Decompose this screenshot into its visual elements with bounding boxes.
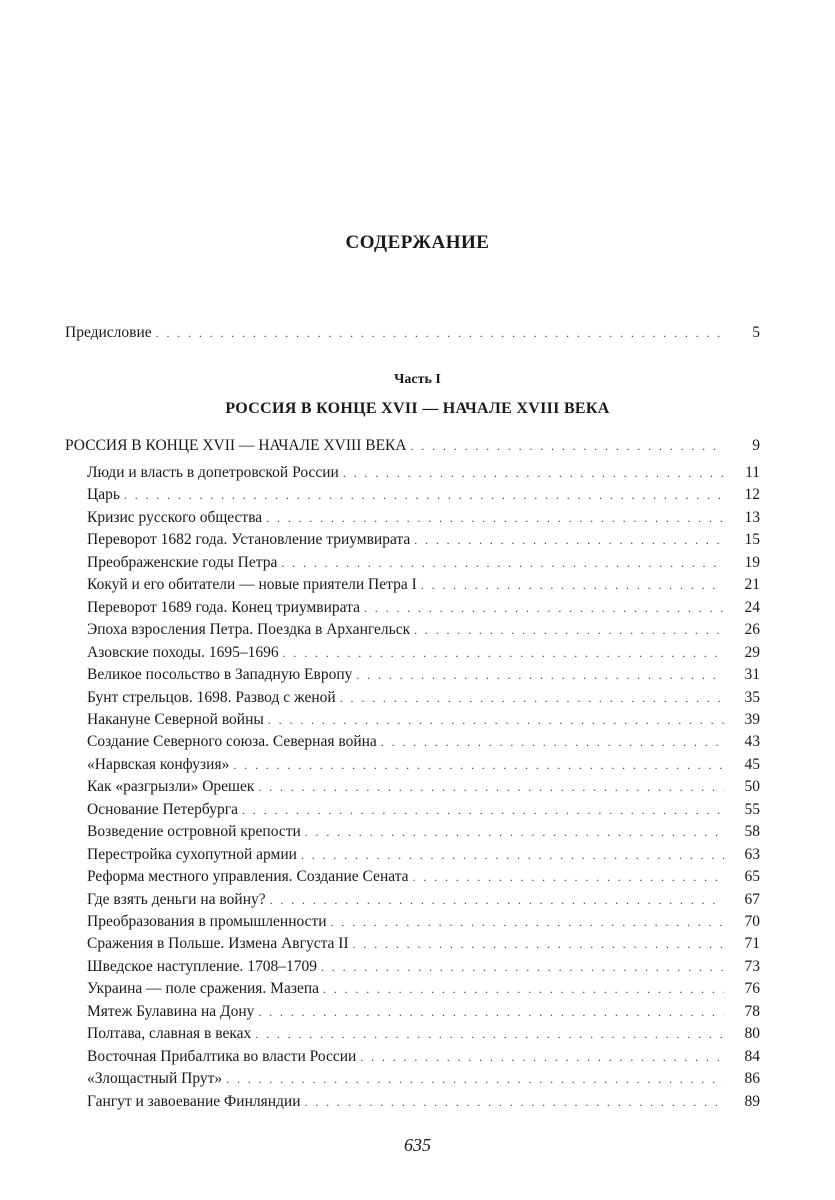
toc-entry (87, 575, 760, 595)
dot-leader (268, 710, 724, 730)
toc-entry (87, 867, 760, 887)
toc-entry-page: 13 (744, 508, 760, 526)
toc-entry-title: Преображенские годы Петра (87, 553, 278, 571)
toc-entry-page: 70 (744, 913, 760, 930)
dot-leader (414, 530, 724, 550)
dot-leader (301, 845, 724, 865)
dot-leader (305, 822, 724, 842)
toc-entry-title: Переворот 1682 года. Установление триумвирата (87, 531, 411, 549)
toc-entry-title: Восточная Прибалтика во власти России (87, 1047, 357, 1065)
toc-entry-chapter (65, 436, 760, 456)
toc-entry (87, 1002, 760, 1022)
toc-entry-title: Кокуй и его обитатели — новые приятели Петра I (87, 576, 417, 594)
toc-entry (87, 665, 760, 685)
toc-entry (87, 1069, 760, 1089)
dot-leader (266, 508, 724, 528)
toc-entry-page: 15 (744, 531, 760, 549)
toc-entry-title: Гангут и завоевание Финляндии (87, 1092, 301, 1110)
toc-entry (87, 845, 760, 865)
toc-entry (87, 1024, 760, 1044)
toc-entry-title: Перестройка сухопутной армии (87, 845, 297, 863)
toc-entry-page: 5 (752, 324, 760, 341)
toc-entry-page: 26 (744, 621, 760, 639)
dot-leader (413, 867, 724, 887)
toc-entry-page: 35 (744, 688, 760, 706)
dot-leader (255, 1024, 724, 1044)
toc-entry (87, 463, 760, 483)
toc-entry-title: Люди и власть в допетровской России (87, 464, 339, 481)
toc-entry (87, 530, 760, 550)
toc-entry-title: Как «разгрызли» Орешек (87, 778, 255, 796)
toc-entry (87, 934, 760, 954)
toc-entry (87, 710, 760, 730)
toc-entry (87, 800, 760, 820)
toc-entry-title: Создание Северного союза. Северная война (87, 733, 377, 751)
toc-entry-page: 86 (744, 1070, 760, 1088)
toc-entry (87, 643, 760, 663)
toc-entry-title: «Злощастный Прут» (87, 1070, 223, 1088)
toc-entry-page: 19 (744, 553, 760, 571)
toc-entry-preface (65, 323, 760, 343)
toc-entry-page: 45 (744, 755, 760, 773)
toc-entry-page: 11 (745, 464, 760, 481)
toc-entry-title: Эпоха взросления Петра. Поездка в Архангельск (87, 621, 411, 639)
toc-entry (87, 979, 760, 999)
toc-entry-page: 65 (744, 868, 760, 886)
dot-leader (414, 620, 724, 640)
toc-entry-page: 9 (752, 437, 760, 454)
toc-entry-page: 43 (744, 733, 760, 751)
toc-entry-title: Царь (87, 486, 120, 504)
toc-entry-page: 71 (744, 935, 760, 953)
toc-entry (87, 553, 760, 573)
dot-leader (364, 598, 724, 618)
dot-leader (281, 553, 724, 573)
toc-entry (87, 508, 760, 528)
toc-entry-title: Реформа местного управления. Создание Сената (87, 868, 409, 886)
toc-entry-page: 58 (744, 823, 760, 841)
toc-entry-title: Где взять деньги на войну? (87, 890, 266, 908)
toc-entry-title: Шведское наступление. 1708–1709 (87, 957, 317, 975)
dot-leader (353, 934, 724, 954)
toc-entry-page: 78 (744, 1002, 760, 1020)
dot-leader (242, 800, 724, 820)
toc-entry (87, 1092, 760, 1112)
dot-leader (258, 1002, 724, 1022)
toc-entry-page: 73 (744, 957, 760, 975)
toc-entry-title: Сражения в Польше. Измена Августа II (87, 935, 349, 953)
dot-leader (270, 890, 724, 910)
dot-leader (343, 463, 724, 483)
toc-entry-page: 76 (744, 980, 760, 998)
page-title: СОДЕРЖАНИЕ (345, 232, 490, 253)
toc-entry-title: Полтава, славная в веках (87, 1025, 252, 1043)
toc-entry-title: Бунт стрельцов. 1698. Развод с женой (87, 688, 336, 706)
toc-entry-title: Переворот 1689 года. Конец триумвирата (87, 598, 360, 616)
dot-leader (305, 1092, 724, 1112)
toc-entry-title: «Нарвская конфузия» (87, 755, 230, 773)
toc-entry-page: 21 (744, 576, 760, 594)
toc-entry (87, 485, 760, 505)
toc-entry-title: РОССИЯ В КОНЦЕ XVII — НАЧАЛЕ XVIII ВЕКА (65, 437, 407, 454)
toc-entry-page: 63 (744, 845, 760, 863)
dot-leader (421, 575, 724, 595)
toc-entry-page: 89 (744, 1092, 760, 1110)
toc-entry-title: Кризис русского общества (87, 508, 263, 526)
toc-entry (87, 890, 760, 910)
toc-entry (87, 912, 760, 932)
toc-entry (87, 688, 760, 708)
toc-entry-page: 31 (744, 666, 760, 684)
dot-leader (321, 957, 724, 977)
toc-entry-title: Азовские походы. 1695–1696 (87, 643, 279, 661)
dot-leader (381, 732, 724, 752)
dot-leader (124, 485, 724, 505)
toc-entry-title: Накануне Северной войны (87, 710, 264, 728)
toc-entry (87, 598, 760, 618)
toc-entry-title: Украина — поле сражения. Мазепа (87, 980, 320, 998)
dot-leader (233, 755, 724, 775)
toc-entry (87, 620, 760, 640)
dot-leader (360, 1047, 724, 1067)
dot-leader (156, 323, 724, 343)
dot-leader (411, 436, 724, 456)
page-number: 635 (404, 1135, 431, 1155)
dot-leader (323, 979, 724, 999)
toc-entry-page: 67 (744, 890, 760, 908)
toc-entry-title: Мятеж Булавина на Дону (87, 1002, 255, 1020)
toc-entry-page: 50 (744, 778, 760, 796)
toc-entry (87, 732, 760, 752)
toc-entry (87, 777, 760, 797)
toc-entry-page: 84 (744, 1047, 760, 1065)
toc-entry (87, 957, 760, 977)
toc-entry-page: 55 (744, 800, 760, 818)
dot-leader (340, 688, 724, 708)
dot-leader (226, 1069, 724, 1089)
toc-entry-title: Преобразования в промышленности (87, 913, 327, 930)
toc-entry-title: Основание Петербурга (87, 800, 238, 818)
toc-entry-title: Возведение островной крепости (87, 823, 301, 841)
dot-leader (331, 912, 724, 932)
toc-entry-title: Предисловие (65, 324, 152, 341)
toc-entry (87, 822, 760, 842)
toc-entry-page: 12 (744, 486, 760, 504)
toc-entry-page: 24 (744, 598, 760, 616)
toc-entry-page: 39 (744, 710, 760, 728)
dot-leader (356, 665, 724, 685)
toc-entry-page: 80 (744, 1025, 760, 1043)
part-label: Часть I (394, 372, 441, 387)
toc-entry (87, 1047, 760, 1067)
part-title: РОССИЯ В КОНЦЕ XVII — НАЧАЛЕ XVIII ВЕКА (225, 400, 610, 417)
toc-entry (87, 755, 760, 775)
toc-entry-title: Великое посольство в Западную Европу (87, 666, 353, 684)
toc-entry-page: 29 (744, 643, 760, 661)
dot-leader (258, 777, 724, 797)
dot-leader (283, 643, 724, 663)
